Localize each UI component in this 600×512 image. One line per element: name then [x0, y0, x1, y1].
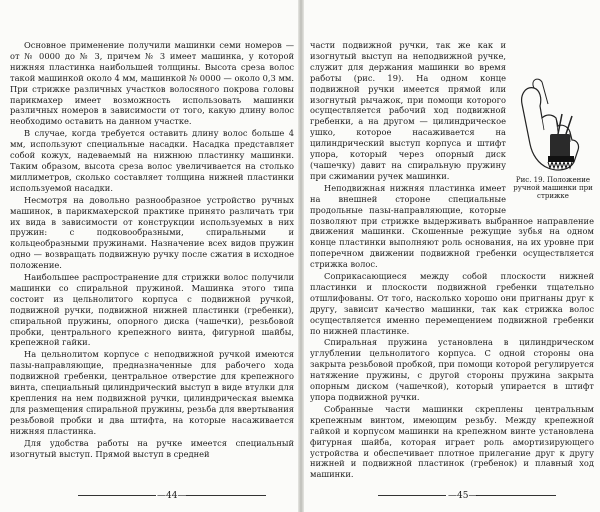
paragraph: На цельнолитом корпусе с неподвижной ручкой имеются пазы-направляющие, предназначенные для рабочего хода подвижной гребенки, центральное отверстие для крепежного винта, специальный цилиндрический выступ в виде втулки для крепления на нем подвижной ручки, цилиндрическая выемка для размещения спиральной пружины, резьба для ввертывания резьбовой пробки и два штифта, на которые насаживается нижняя пластинка.: [10, 349, 294, 436]
book-gutter: [298, 0, 304, 512]
paragraph: Собранные части машинки скреплены центральным крепежным винтом, имеющим резьбу. Между крепежной гайкой и корпусом машинки на крепежном винте установлена фигурная шайба, которая играет роль амортизирующего устройства и обеспечивает плотное прилегание друг к другу нижней и подвижной пластинок (гребенок) и плавный ход машинки.: [310, 403, 594, 480]
paragraph: В случае, когда требуется оставить длину волос больше 4 мм, используют специальные насадки. Насадка представляет собой кожух, надеваемый на нижнюю пластинку машинки. Таким образом, высота среза волос увеличивается на столько миллиметров, сколько составляет толщина нижней пластинки используемой насадки.: [10, 128, 294, 193]
footer-rule-left: [78, 495, 156, 496]
right-page: [310, 40, 594, 480]
left-text-column: [10, 40, 294, 459]
paragraph: Спиральная пружина установлена в цилиндрическом углублении цельнолитого корпуса. С одной стороны она закрыта резьбовой пробкой, при помощи которой регулируется натяжение пружины, с другой стороны пружина закрыта опорным диском (чашечкой), который упирается в штифт упора подвижной ручки.: [310, 337, 594, 402]
page-number-right: —45—: [448, 491, 478, 501]
paragraph: части подвижной ручки, так же как и изогнутый выступ на неподвижной ручке, служит для держания машинки во время работы (рис. 19). На одном конце подвижной ручки имеется прямой или изогнутый рычажок, при помощи которого осуществляется рабочий ход подвижной гребенки, а на другом — цилиндрическое ушко, которое насаживается на цилиндрический выступ корпуса и штифт упора, который через опорный диск (чашечку) давит на спиральную пружину при сжимании ручек машинки.: [310, 40, 506, 181]
hand-clipper-illustration: [512, 74, 594, 174]
paragraph: Основное применение получили машинки семи номеров — от № 0000 до № 3, причем № 3 имеет машинка, у которой нижняя пластинка наибольшей толщины. Высота среза волос такой машинкой около 4 мм, машинкой № 0000 — около 0,3 мм. При стрижке различных участков волосяного покрова головы парикмахер имеет возможность использовать машинки различных номеров в зависимости от того, какую длину волос необходимо оставить на данном участке.: [10, 40, 294, 127]
paragraph: Несмотря на довольно разнообразное устройство ручных машинок, в парикмахерской практике принято различать три их вида в зависимости от конструкции используемых в них пружин: с подковообразными, спиральными и кольцеобразными пружинами. Назначение всех видов пружин одно — возвращать подвижную ручку после сжатия в исходное положение.: [10, 194, 294, 271]
footer-rule-left: [186, 495, 266, 496]
paragraph: Неподвижная нижняя пластинка имеет на внешней стороне специальные продольные пазы-направляющие, которые позволяют при стрижке выдерживать выбранное направление движения машинки. Скошенные режущие зубья на одном конце пластинки выполняют роль основания, на их уровне при поперечном движении подвижной гребенки осуществляется стрижка волос.: [310, 182, 594, 270]
paragraph: Соприкасающиеся между собой плоскости нижней пластинки и плоскости подвижной гребенки тщательно отшлифованы. От того, насколько хорошо они пригнаны друг к другу, зависит качество машинки, так как стрижка волос осуществляется именно перемещением подвижной гребенки по нижней пластинке.: [310, 271, 594, 336]
left-page: [10, 40, 294, 480]
right-text-column: [310, 40, 594, 480]
figure-caption: Рис. 19. Положение ручной машинки при стрижке: [513, 176, 593, 200]
paragraph: Для удобства работы на ручке имеется специальный изогнутый выступ. Прямой выступ в средней: [10, 437, 294, 459]
footer-rule-right: [378, 495, 446, 496]
figure-19: [512, 74, 594, 202]
page-number-left: —44—: [157, 491, 187, 501]
footer-rule-right: [476, 495, 556, 496]
paragraph: Наибольшее распространение для стрижки волос получили машинки со спиральной пружиной. Машинка этого типа состоит из цельнолитого корпуса с подвижной ручкой, подвижной ручки, подвижной нижней пластинки (гребенки), спиральной пружины, опорного диска (чашечки), резьбовой пробки, центрального крепежного винта, фигурной шайбы, крепежной гайки.: [10, 272, 294, 348]
